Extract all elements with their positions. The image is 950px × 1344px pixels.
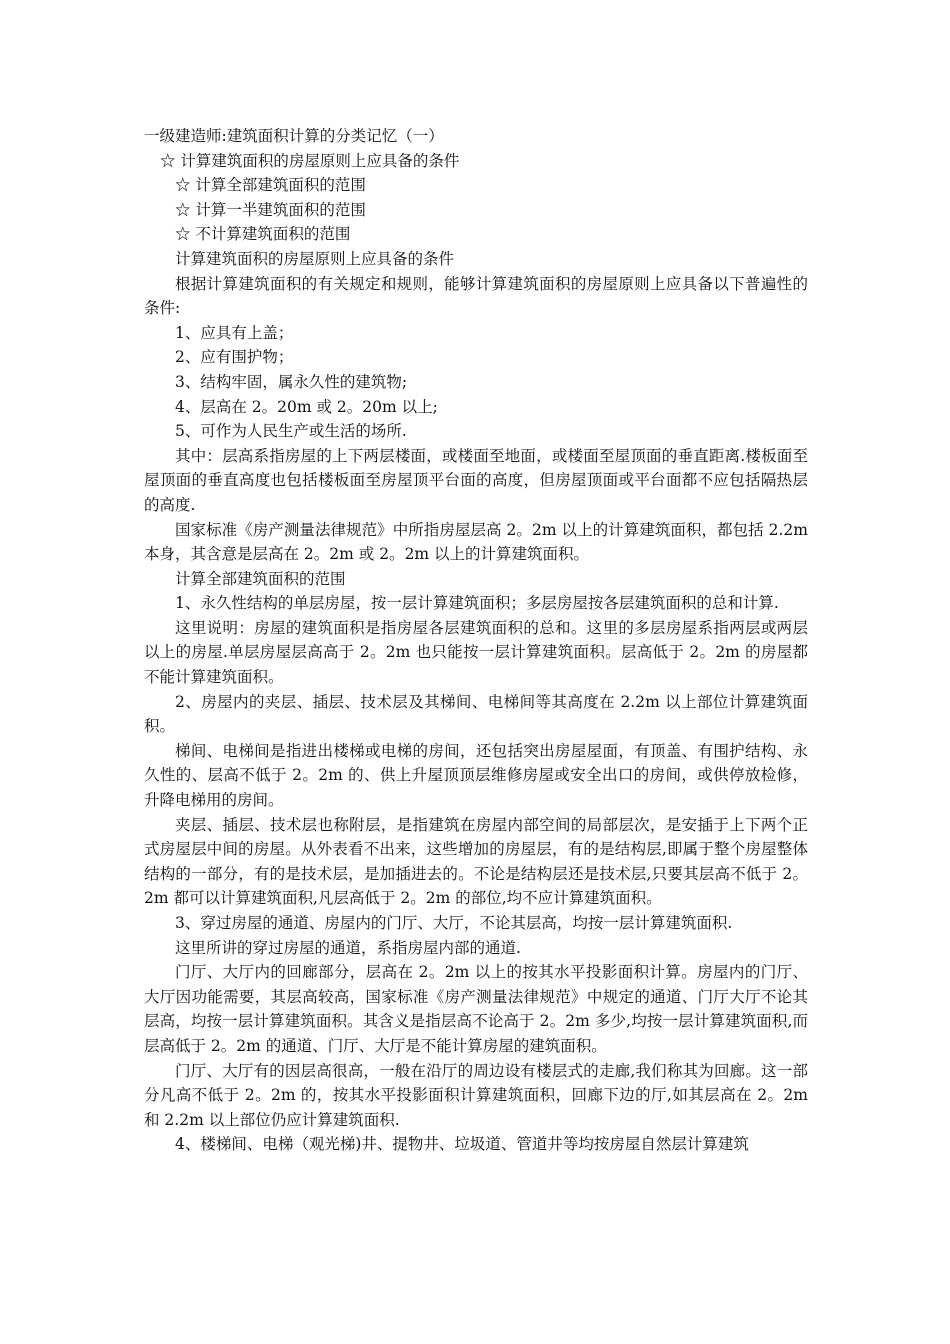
paragraph: 1、永久性结构的单层房屋，按一层计算建筑面积；多层房屋按各层建筑面积的总和计算. <box>175 594 779 613</box>
toc-item: ☆ 不计算建筑面积的范围 <box>175 225 351 244</box>
document-body <box>144 124 808 1157</box>
paragraph: 2、房屋内的夹层、插层、技术层及其梯间、电梯间等其高度在 2.2m 以上部位计算建筑面积。 <box>144 692 808 736</box>
list-item: 3、结构牢固，属永久性的建筑物; <box>175 372 408 391</box>
list-item: 2、应有围护物； <box>175 348 294 367</box>
paragraph: 夹层、插层、技术层也称附层，是指建筑在房屋内部空间的局部层次，是安插于上下两个正式房屋层中间的房屋。从外表看不出来，这些增加的房屋层，有的是结构层,即属于整个房屋整体结构的一部分，有的是技术层，是加插进去的。不论是结构层还是技术层,只要其层高不低于 2。2m 都可以计算建筑面积,凡层高低于 2。2m 的部位,均不应计算建筑面积。 <box>144 815 808 908</box>
paragraph: 梯间、电梯间是指进出楼梯或电梯的房间，还包括突出房屋屋面，有顶盖、有围护结构、永久性的、层高不低于 2。2m 的、供上升屋顶顶层维修房屋或安全出口的房间，或供停放检修，升降电梯用的房间。 <box>144 741 808 810</box>
paragraph: 这里说明：房屋的建筑面积是指房屋各层建筑面积的总和。这里的多层房屋系指两层或两层以上的房屋.单层房屋层高高于 2。2m 也只能按一层计算建筑面积。层高低于 2。2m 的房屋都不能计算建筑面积。 <box>144 618 808 687</box>
paragraph: 门厅、大厅内的回廊部分，层高在 2。2m 以上的按其水平投影面积计算。房屋内的门厅、大厅因功能需要，其层高较高，国家标准《房产测量法律规范》中规定的通道、门厅大厅不论其层高，均按一层计算建筑面积。其含义是指层高不论高于 2。2m 多少,均按一层计算建筑面积,而层高低于 2。2m 的通道、门厅、大厅是不能计算房屋的建筑面积。 <box>144 963 808 1055</box>
section-heading: 计算建筑面积的房屋原则上应具备的条件 <box>175 249 455 268</box>
paragraph: 3、穿过房屋的通道、房屋内的门厅、大厅，不论其层高，均按一层计算建筑面积. <box>175 914 733 932</box>
paragraph: 4、楼梯间、电梯（观光梯)井、提物井、垃圾道、管道井等均按房屋自然层计算建筑 <box>175 1135 749 1154</box>
toc-item: ☆ 计算全部建筑面积的范围 <box>175 176 366 195</box>
paragraph: 其中：层高系指房屋的上下两层楼面，或楼面至地面，或楼面至屋顶面的垂直距离.楼板面至屋顶面的垂直高度也包括楼板面至房屋顶平台面的高度，但房屋顶面或平台面都不应包括隔热层的高度. <box>144 446 808 514</box>
toc-item: ☆ 计算建筑面积的房屋原则上应具备的条件 <box>160 151 460 170</box>
section-heading: 计算全部建筑面积的范围 <box>175 569 346 588</box>
document-title: 一级建造师:建筑面积计算的分类记忆（一） <box>144 127 444 145</box>
toc-item: ☆ 计算一半建筑面积的范围 <box>175 200 366 219</box>
paragraph: 这里所讲的穿过房屋的通道，系指房屋内部的通道. <box>175 938 521 957</box>
list-item: 1、应具有上盖； <box>175 323 294 342</box>
list-item: 5、可作为人民生产或生活的场所. <box>175 422 407 441</box>
paragraph: 国家标准《房产测量法律规范》中所指房屋层高 2。2m 以上的计算建筑面积，都包括 2.2m 本身，其含意是层高在 2。2m 或 2。2m 以上的计算建筑面积。 <box>144 520 808 564</box>
paragraph: 门厅、大厅有的因层高很高，一般在沿厅的周边设有楼层式的走廊,我们称其为回廊。这一部分凡高不低于 2。2m 的，按其水平投影面积计算建筑面积，回廊下边的厅,如其层高在 2。2m 和 2.2m 以上部位仍应计算建筑面积. <box>144 1061 808 1129</box>
paragraph: 根据计算建筑面积的有关规定和规则，能够计算建筑面积的房屋原则上应具备以下普遍性的条件: <box>144 274 808 318</box>
list-item: 4、层高在 2。20m 或 2。20m 以上; <box>175 397 438 416</box>
